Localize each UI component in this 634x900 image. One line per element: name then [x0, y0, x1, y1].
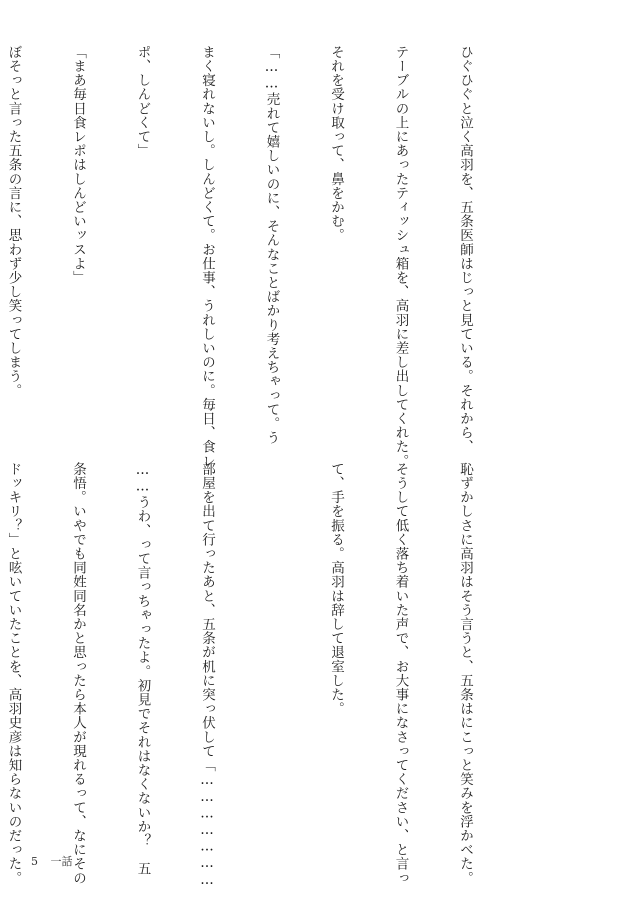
page-number: 5 [31, 855, 38, 868]
blank-line [260, 462, 282, 847]
text-line: ドッキリ？」と呟いていたことを、高羽史彦は知らないのだった。 [5, 462, 22, 885]
text-line: まく寝れないし。しんどくて。お仕事、うれしいのに。毎日、食レ [199, 45, 215, 468]
text-line: ……うわ、って言っちゃったよ。初見でそれはなくないか？ 五 [134, 462, 151, 876]
text-line: 恥ずかしさに高羽はそう言うと、五条はにこっと笑みを浮かべた。 [457, 462, 473, 885]
text-line: て、手を振る。高羽は辞して退室した。 [328, 462, 344, 716]
text-line: ぼそっと言った五条の言に、思わず少し笑ってしまう。 [5, 45, 22, 398]
text-line: 部屋を出て行ったあと、五条が机に突っ伏して「………………… [199, 462, 215, 889]
text-line: 条悟。いやでも同姓同名かと思ったら本人が現れるって、なにその [70, 462, 86, 885]
text-line: それを受け取って、鼻をかむ。 [328, 45, 344, 243]
text-line: ひぐひぐと泣く高羽を、五条医師はじっと見ている。それから、 [457, 45, 473, 454]
text-line: そうして低く落ち着いた声で、お大事になさってください、と言っ [392, 462, 409, 885]
page-footer [31, 855, 73, 869]
text-line: 「……売れて嬉しいのに、そんなことばかり考えちゃって。う [263, 45, 280, 445]
upper-text-block [5, 45, 518, 468]
chapter-title: 一話 [50, 855, 73, 868]
text-line: 「まあ毎日食レポはしんどいッスよ」 [70, 45, 86, 285]
text-line: テーブルの上にあったティッシュ箱を、高羽に差し出してくれた。 [392, 45, 409, 468]
text-line: ポ、しんどくて」 [134, 45, 151, 158]
